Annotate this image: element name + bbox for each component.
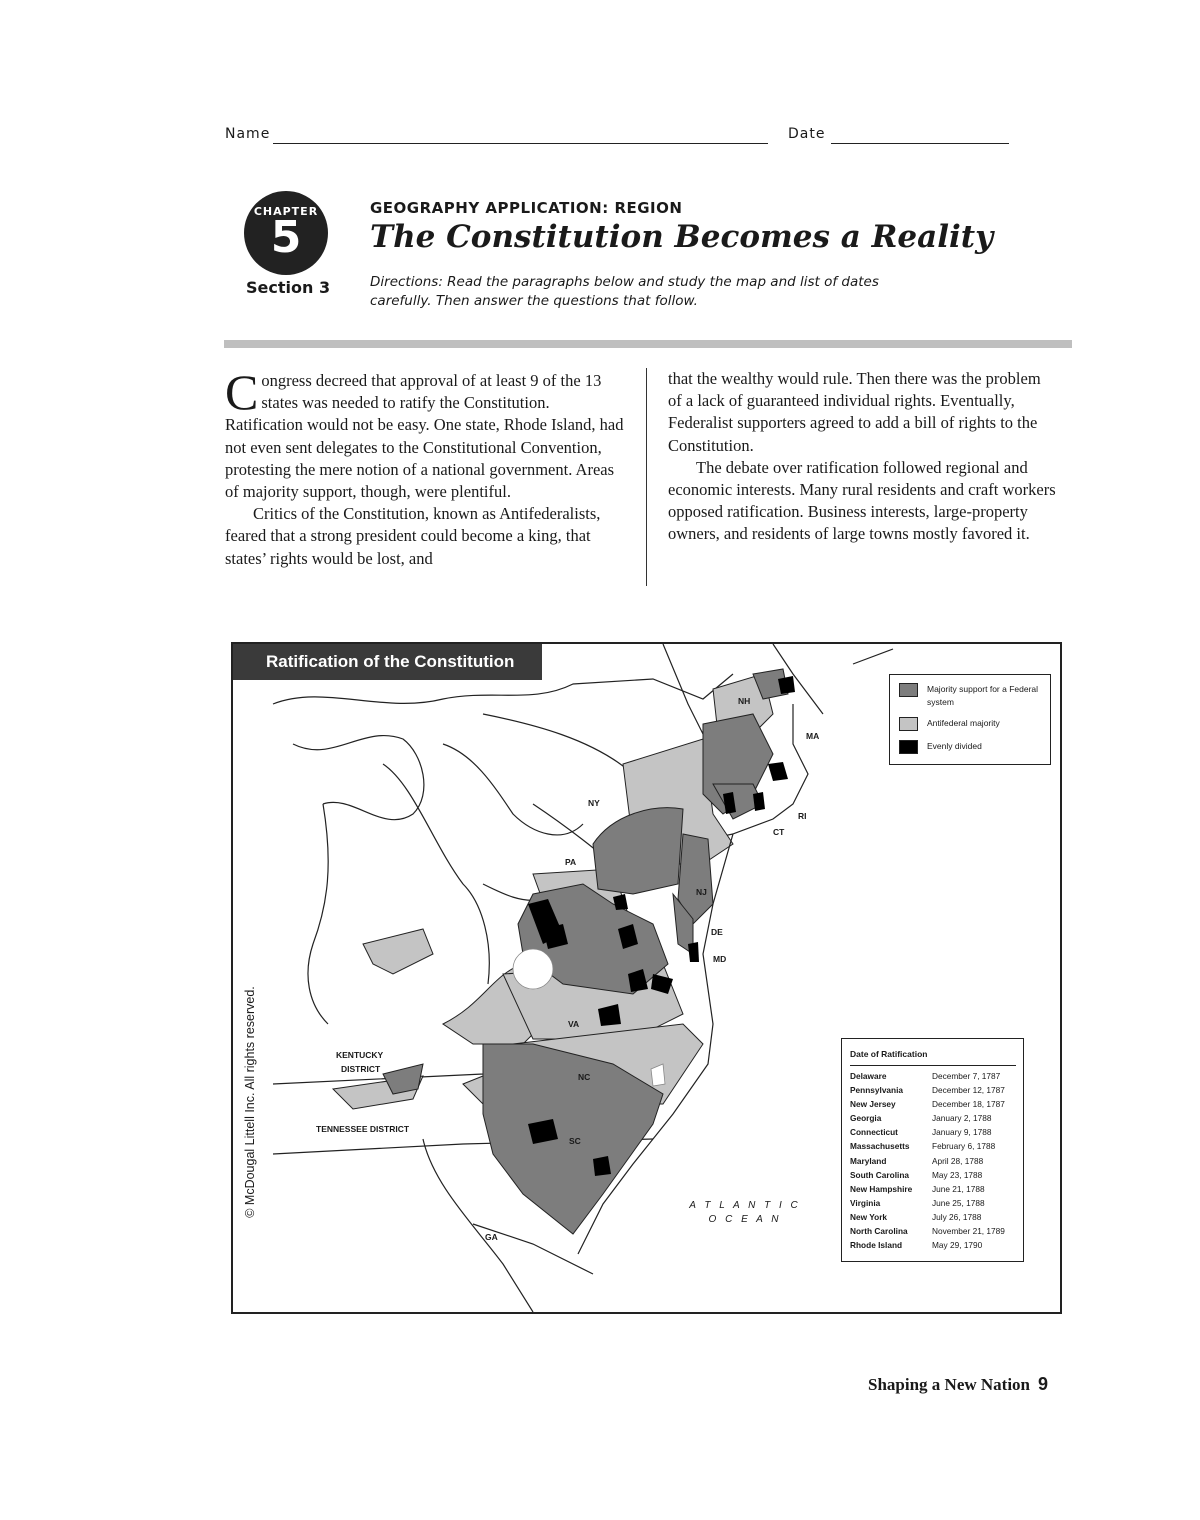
divider-band <box>224 340 1072 348</box>
list-item <box>850 1154 1022 1168</box>
ratification-state: New Hampshire <box>850 1183 913 1194</box>
ratification-date: December 18, 1787 <box>932 1099 1005 1110</box>
chapter-number: 5 <box>270 212 302 263</box>
ocean-label <box>680 1199 810 1227</box>
ratification-state: Connecticut <box>850 1127 898 1138</box>
list-item <box>850 1182 1022 1196</box>
book-title: Shaping a New Nation <box>868 1375 1031 1394</box>
map-title-bar <box>233 644 542 680</box>
list-item <box>850 1083 1022 1097</box>
column-divider <box>646 368 647 586</box>
directions <box>370 273 940 311</box>
ratification-state: Georgia <box>850 1113 882 1124</box>
ratification-date: December 7, 1787 <box>932 1071 1001 1081</box>
label-nc: NC <box>578 1072 591 1082</box>
name-label: Name <box>225 126 271 142</box>
text-column-left <box>225 364 625 570</box>
ratification-state: Pennsylvania <box>850 1085 904 1096</box>
list-item <box>850 1097 1022 1111</box>
ratification-date: May 29, 1790 <box>932 1240 983 1251</box>
ratification-date: January 9, 1788 <box>932 1127 992 1138</box>
label-nh: NH <box>738 696 751 706</box>
label-district: DISTRICT <box>341 1064 381 1074</box>
ratification-date: February 6, 1788 <box>932 1141 996 1152</box>
ratification-list <box>850 1069 1022 1252</box>
directions-text: Read the paragraphs below and study the map and list of dates carefully. Then answer the questions that follow. <box>370 274 879 309</box>
legend-swatch-antifederal <box>899 717 918 731</box>
label-ny: NY <box>588 798 600 808</box>
ratification-date: December 12, 1787 <box>932 1085 1005 1096</box>
text-column-right <box>668 368 1058 546</box>
ratification-header: Date of Ratification <box>850 1049 928 1059</box>
copyright-notice: © McDougal Littell Inc. All rights reserved. <box>243 986 257 1218</box>
ratification-date: June 21, 1788 <box>932 1183 985 1194</box>
legend-swatch-federal <box>899 683 918 697</box>
ratification-date: May 23, 1788 <box>932 1169 983 1180</box>
label-tennessee-district: TENNESSEE DISTRICT <box>316 1124 410 1134</box>
label-pa: PA <box>565 857 577 867</box>
label-nj: NJ <box>696 887 707 897</box>
label-ct: CT <box>773 827 785 837</box>
page-number: 9 <box>1038 1374 1049 1394</box>
legend-label-federal: Majority support for a Federal system <box>927 684 1039 707</box>
ratification-dates-box <box>841 1038 1024 1262</box>
paragraph-3: The debate over ratification followed regional and economic interests. Many rural residents and craft workers opposed ratification. Business interests, large-property owners, and residents of large towns mostly favored it. <box>668 457 1056 544</box>
label-ga: GA <box>485 1232 498 1242</box>
label-sc: SC <box>569 1136 581 1146</box>
list-item <box>850 1125 1022 1139</box>
label-kentucky: KENTUCKY <box>336 1050 384 1060</box>
directions-label: Directions: <box>370 274 443 290</box>
label-ri: RI <box>798 811 807 821</box>
ratification-date: June 25, 1788 <box>932 1197 985 1208</box>
label-md: MD <box>713 954 727 964</box>
worksheet-kicker: GEOGRAPHY APPLICATION: REGION <box>370 199 683 217</box>
paragraph-1: ongress decreed that approval of at least 9 of the 13 states was needed to ratify the Constitution. Ratification would not be easy. One state, Rhode Island, had not even sent delegates to the Constitutional Convention, protesting the mere notion of a national government. Areas of majority support, though, were plentiful. <box>225 371 624 502</box>
list-item <box>850 1224 1022 1238</box>
legend-label-antifederal: Antifederal majority <box>927 718 1000 728</box>
list-item <box>850 1210 1022 1224</box>
ratification-state: New Jersey <box>850 1099 896 1110</box>
legend-swatch-divided <box>899 740 918 754</box>
date-label: Date <box>788 126 826 142</box>
label-va: VA <box>568 1019 580 1029</box>
ratification-state: South Carolina <box>850 1169 910 1180</box>
ratification-state: Massachusetts <box>850 1141 910 1152</box>
chapter-label: CHAPTER <box>253 205 319 218</box>
ratification-date: November 21, 1789 <box>932 1226 1005 1237</box>
paragraph-2-part-1: Critics of the Constitution, known as Antifederalists, feared that a strong president could become a king, that states’ rights would be lost, and <box>225 504 601 568</box>
map-title: Ratification of the Constitution <box>266 652 515 671</box>
ratification-date: July 26, 1788 <box>932 1211 982 1222</box>
ratification-date: January 2, 1788 <box>932 1113 992 1124</box>
list-item <box>850 1139 1022 1153</box>
section-label: Section 3 <box>246 278 331 297</box>
map-legend <box>889 674 1051 765</box>
ratification-state: Delaware <box>850 1071 887 1081</box>
list-item <box>850 1196 1022 1210</box>
paragraph-2-part-2: that the wealthy would rule. Then there was the problem of a lack of guaranteed individual rights. Eventually, Federalist supporters agreed to add a bill of rights to the Constitution. <box>668 369 1041 455</box>
drop-cap: C <box>225 364 259 420</box>
page-footer <box>868 1374 1048 1395</box>
name-line[interactable] <box>273 143 768 144</box>
list-item <box>850 1111 1022 1125</box>
legend-item-divided <box>899 740 1047 754</box>
label-de: DE <box>711 927 723 937</box>
ratification-state: Virginia <box>850 1197 881 1208</box>
list-item <box>850 1168 1022 1182</box>
ratification-state: Rhode Island <box>850 1240 903 1251</box>
legend-item-federal <box>899 683 1047 709</box>
ratification-state: Maryland <box>850 1155 887 1166</box>
chapter-badge <box>244 191 328 275</box>
label-ma: MA <box>806 731 820 741</box>
legend-label-divided: Evenly divided <box>927 741 982 751</box>
ocean-label-line-1: A T L A N T I C <box>689 1200 801 1211</box>
page-title: The Constitution Becomes a Reality <box>370 219 994 255</box>
ratification-state: New York <box>850 1211 888 1222</box>
list-item <box>850 1069 1022 1083</box>
legend-item-antifederal <box>899 717 1047 731</box>
ratification-header-rule <box>850 1065 1016 1066</box>
list-item <box>850 1238 1022 1252</box>
ocean-label-line-2: O C E A N <box>708 1214 782 1225</box>
ratification-date: April 28, 1788 <box>932 1155 984 1166</box>
ratification-state: North Carolina <box>850 1226 908 1237</box>
date-line[interactable] <box>831 143 1009 144</box>
